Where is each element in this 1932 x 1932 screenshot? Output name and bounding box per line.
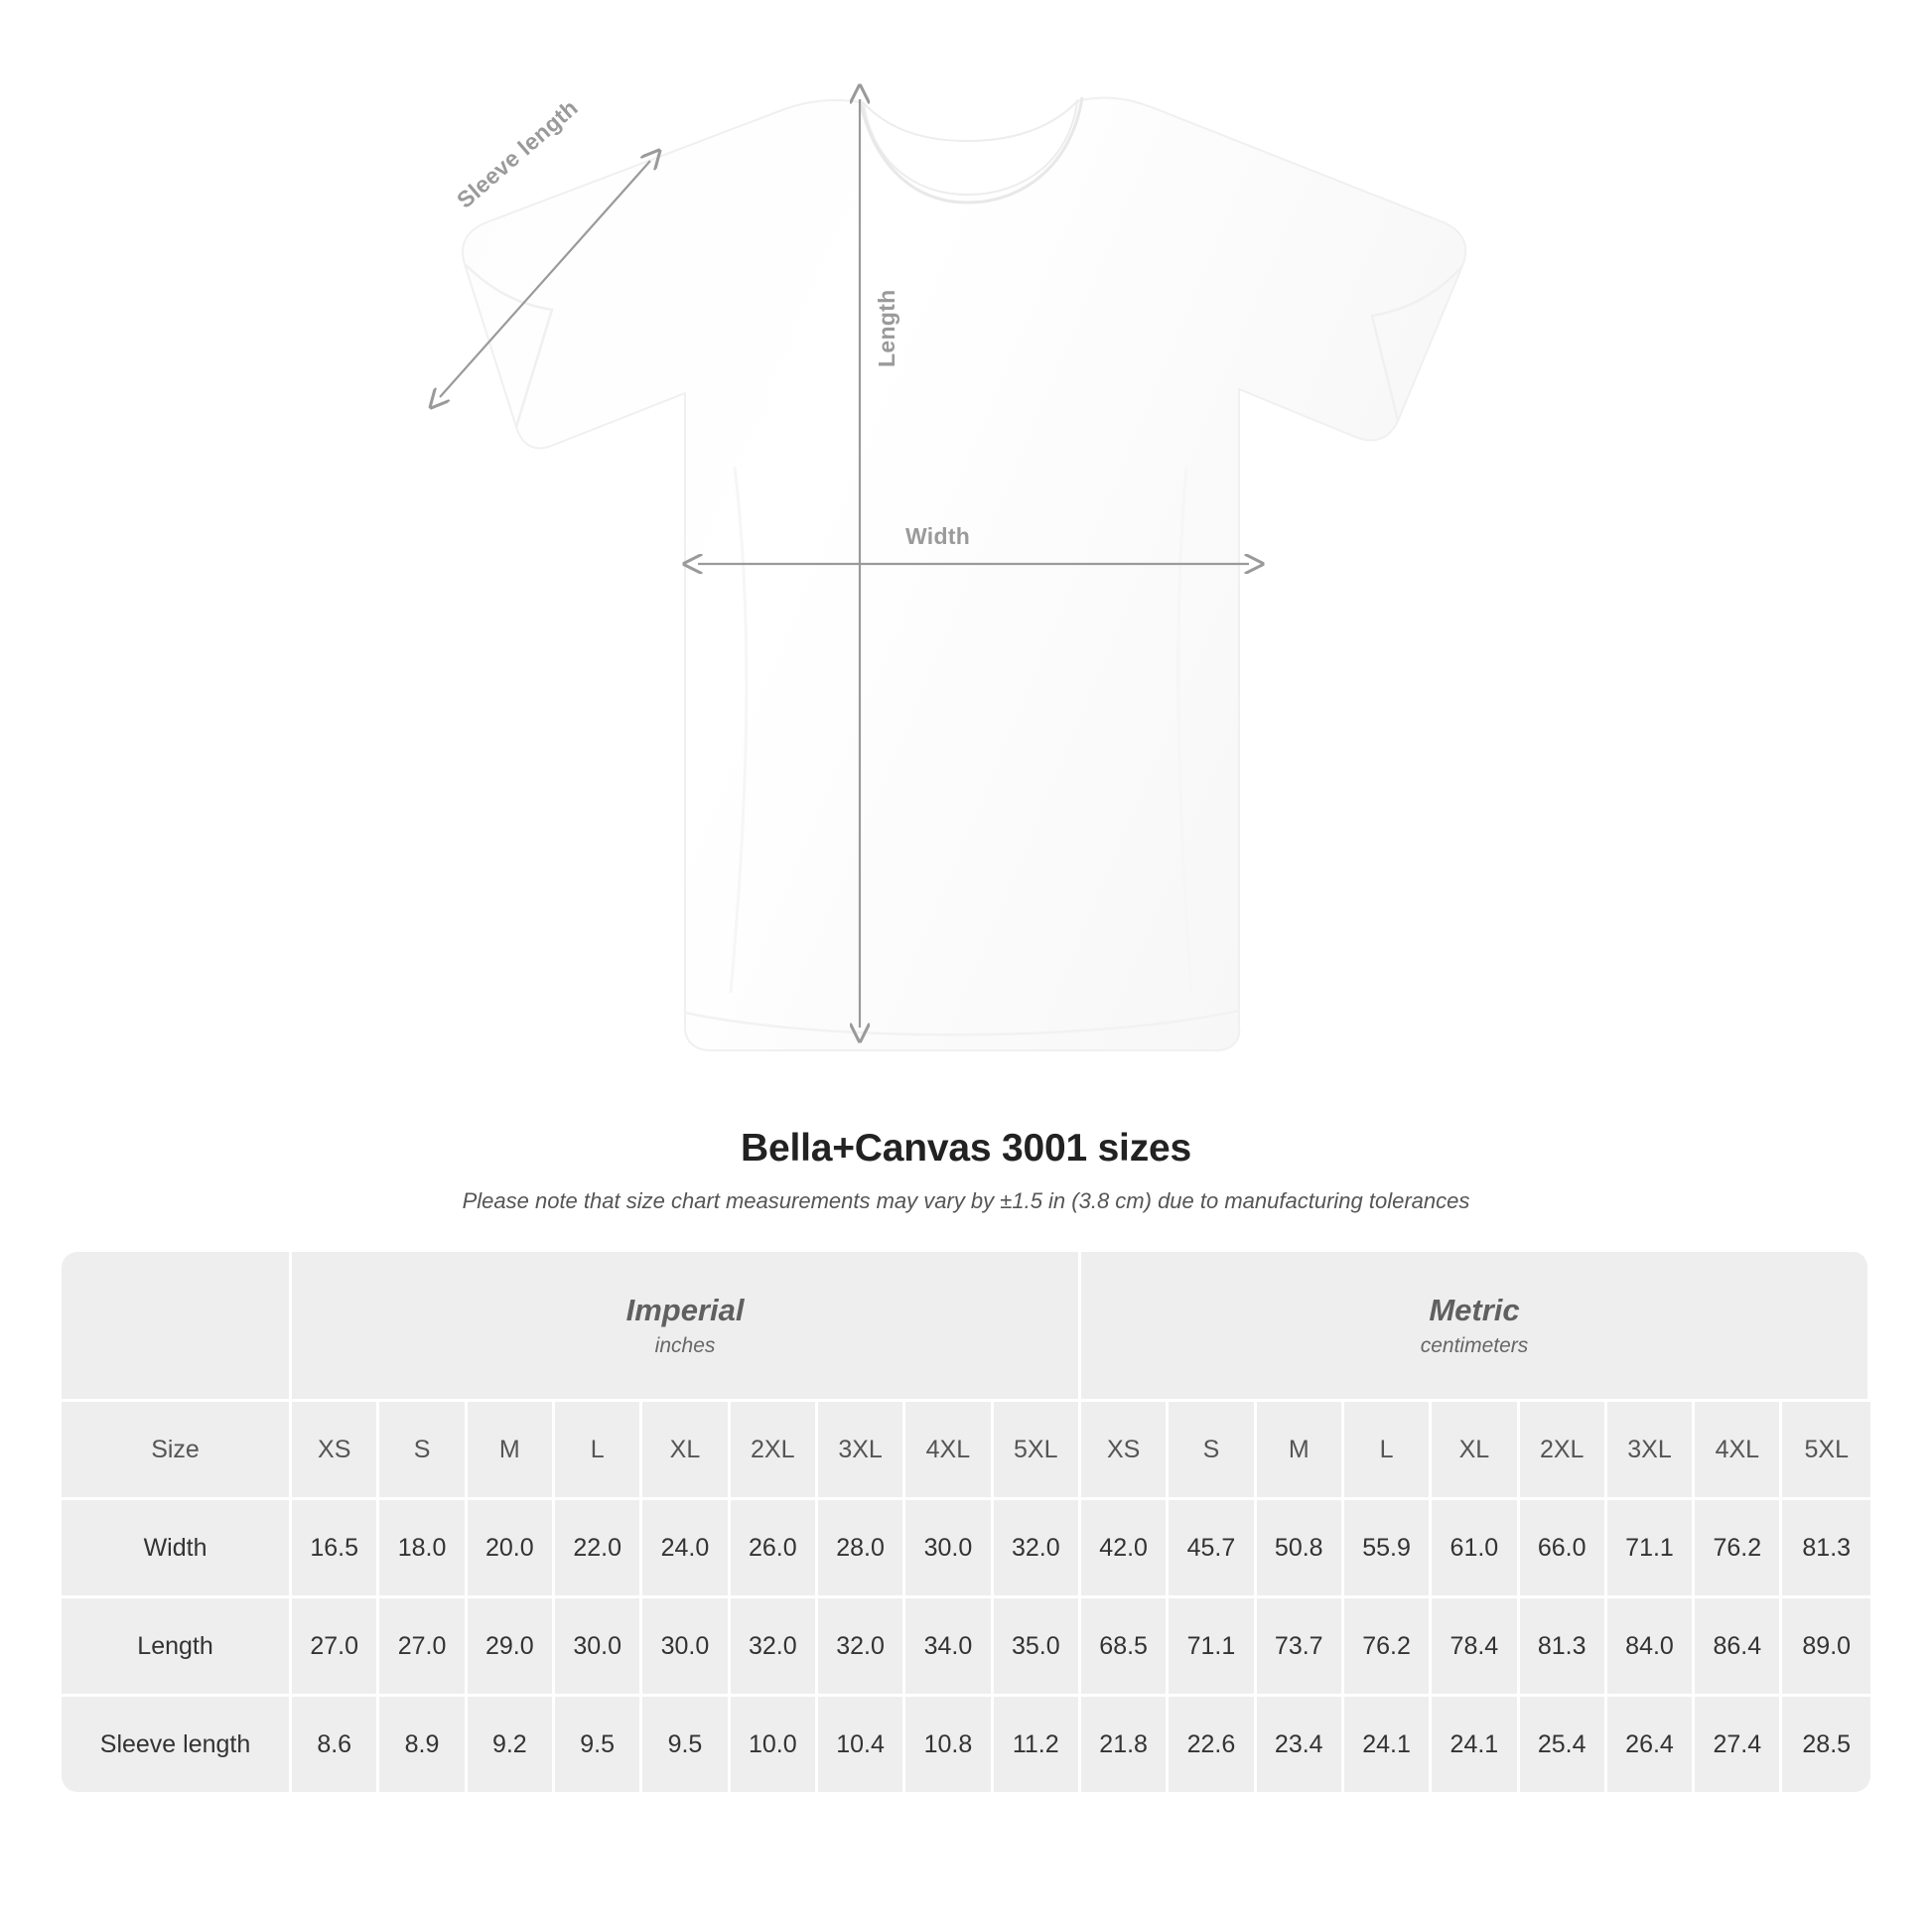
row-label-2: Sleeve length bbox=[62, 1697, 292, 1792]
cell-r0-c5: 26.0 bbox=[731, 1500, 818, 1598]
size-header-9: XS bbox=[1081, 1402, 1169, 1500]
sleeve-length-label: Sleeve length bbox=[452, 94, 583, 213]
cell-r1-c17: 89.0 bbox=[1782, 1598, 1870, 1697]
cell-r0-c3: 22.0 bbox=[555, 1500, 642, 1598]
cell-r0-c6: 28.0 bbox=[818, 1500, 905, 1598]
cell-r1-c11: 73.7 bbox=[1257, 1598, 1344, 1697]
cell-r2-c6: 10.4 bbox=[818, 1697, 905, 1792]
cell-r0-c8: 32.0 bbox=[994, 1500, 1081, 1598]
size-header-0: XS bbox=[292, 1402, 379, 1500]
unit-system-metric: Metric bbox=[1429, 1293, 1520, 1327]
tshirt-shape bbox=[463, 97, 1465, 1050]
size-header-16: 4XL bbox=[1695, 1402, 1782, 1500]
cell-r0-c2: 20.0 bbox=[468, 1500, 555, 1598]
cell-r1-c7: 34.0 bbox=[905, 1598, 993, 1697]
cell-r1-c15: 84.0 bbox=[1607, 1598, 1695, 1697]
cell-r1-c13: 78.4 bbox=[1432, 1598, 1519, 1697]
cell-r0-c9: 42.0 bbox=[1081, 1500, 1169, 1598]
size-header-8: 5XL bbox=[994, 1402, 1081, 1500]
cell-r0-c11: 50.8 bbox=[1257, 1500, 1344, 1598]
size-header-11: M bbox=[1257, 1402, 1344, 1500]
cell-r1-c4: 30.0 bbox=[642, 1598, 730, 1697]
cell-r0-c0: 16.5 bbox=[292, 1500, 379, 1598]
cell-r1-c1: 27.0 bbox=[379, 1598, 467, 1697]
size-table-wrapper bbox=[62, 1252, 1870, 1792]
cell-r1-c6: 32.0 bbox=[818, 1598, 905, 1697]
cell-r2-c11: 23.4 bbox=[1257, 1697, 1344, 1792]
size-header-cell: Size bbox=[62, 1402, 292, 1500]
cell-r1-c5: 32.0 bbox=[731, 1598, 818, 1697]
row-label-0: Width bbox=[62, 1500, 292, 1598]
cell-r0-c7: 30.0 bbox=[905, 1500, 993, 1598]
cell-r1-c3: 30.0 bbox=[555, 1598, 642, 1697]
cell-r2-c12: 24.1 bbox=[1344, 1697, 1432, 1792]
size-header-5: 2XL bbox=[731, 1402, 818, 1500]
size-header-6: 3XL bbox=[818, 1402, 905, 1500]
cell-r0-c16: 76.2 bbox=[1695, 1500, 1782, 1598]
cell-r0-c10: 45.7 bbox=[1169, 1500, 1256, 1598]
cell-r2-c4: 9.5 bbox=[642, 1697, 730, 1792]
cell-r2-c1: 8.9 bbox=[379, 1697, 467, 1792]
cell-r0-c13: 61.0 bbox=[1432, 1500, 1519, 1598]
cell-r2-c13: 24.1 bbox=[1432, 1697, 1519, 1792]
unit-system-imperial: Imperial bbox=[625, 1293, 745, 1327]
cell-r1-c12: 76.2 bbox=[1344, 1598, 1432, 1697]
cell-r2-c14: 25.4 bbox=[1520, 1697, 1607, 1792]
table-row bbox=[62, 1697, 1870, 1792]
cell-r2-c2: 9.2 bbox=[468, 1697, 555, 1792]
table-row bbox=[62, 1500, 1870, 1598]
cell-r0-c17: 81.3 bbox=[1782, 1500, 1870, 1598]
cell-r0-c14: 66.0 bbox=[1520, 1500, 1607, 1598]
size-header-row bbox=[62, 1402, 1870, 1500]
cell-r2-c15: 26.4 bbox=[1607, 1697, 1695, 1792]
row-label-1: Length bbox=[62, 1598, 292, 1697]
cell-r1-c2: 29.0 bbox=[468, 1598, 555, 1697]
unit-units-metric: centimeters bbox=[1420, 1334, 1529, 1357]
page-title: Bella+Canvas 3001 sizes bbox=[741, 1127, 1191, 1170]
cell-r2-c17: 28.5 bbox=[1782, 1697, 1870, 1792]
title-block bbox=[0, 1127, 1932, 1214]
size-header-17: 5XL bbox=[1782, 1402, 1870, 1500]
unit-group-row bbox=[62, 1252, 1870, 1402]
cell-r2-c8: 11.2 bbox=[994, 1697, 1081, 1792]
cell-r2-c16: 27.4 bbox=[1695, 1697, 1782, 1792]
cell-r1-c8: 35.0 bbox=[994, 1598, 1081, 1697]
size-header-13: XL bbox=[1432, 1402, 1519, 1500]
size-header-7: 4XL bbox=[905, 1402, 993, 1500]
size-header-2: M bbox=[468, 1402, 555, 1500]
cell-r1-c10: 71.1 bbox=[1169, 1598, 1256, 1697]
size-header-3: L bbox=[555, 1402, 642, 1500]
cell-r1-c16: 86.4 bbox=[1695, 1598, 1782, 1697]
cell-r1-c9: 68.5 bbox=[1081, 1598, 1169, 1697]
unit-group-imperial bbox=[292, 1252, 1081, 1402]
size-header-4: XL bbox=[642, 1402, 730, 1500]
cell-r2-c7: 10.8 bbox=[905, 1697, 993, 1792]
cell-r0-c12: 55.9 bbox=[1344, 1500, 1432, 1598]
cell-r2-c9: 21.8 bbox=[1081, 1697, 1169, 1792]
cell-r0-c1: 18.0 bbox=[379, 1500, 467, 1598]
size-header-12: L bbox=[1344, 1402, 1432, 1500]
table-corner-cell bbox=[62, 1252, 292, 1402]
cell-r1-c14: 81.3 bbox=[1520, 1598, 1607, 1697]
cell-r0-c4: 24.0 bbox=[642, 1500, 730, 1598]
unit-units-imperial: inches bbox=[654, 1334, 716, 1357]
length-label: Length bbox=[874, 289, 899, 367]
cell-r0-c15: 71.1 bbox=[1607, 1500, 1695, 1598]
size-header-14: 2XL bbox=[1520, 1402, 1607, 1500]
cell-r2-c3: 9.5 bbox=[555, 1697, 642, 1792]
cell-r2-c0: 8.6 bbox=[292, 1697, 379, 1792]
size-header-1: S bbox=[379, 1402, 467, 1500]
unit-group-metric bbox=[1081, 1252, 1870, 1402]
size-table bbox=[62, 1252, 1870, 1792]
size-header-15: 3XL bbox=[1607, 1402, 1695, 1500]
tolerance-note: Please note that size chart measurements may vary by ±1.5 in (3.8 cm) due to manufacturing tolerances bbox=[462, 1188, 1470, 1213]
cell-r2-c10: 22.6 bbox=[1169, 1697, 1256, 1792]
cell-r1-c0: 27.0 bbox=[292, 1598, 379, 1697]
size-header-10: S bbox=[1169, 1402, 1256, 1500]
table-row bbox=[62, 1598, 1870, 1697]
cell-r2-c5: 10.0 bbox=[731, 1697, 818, 1792]
width-label: Width bbox=[905, 523, 971, 549]
